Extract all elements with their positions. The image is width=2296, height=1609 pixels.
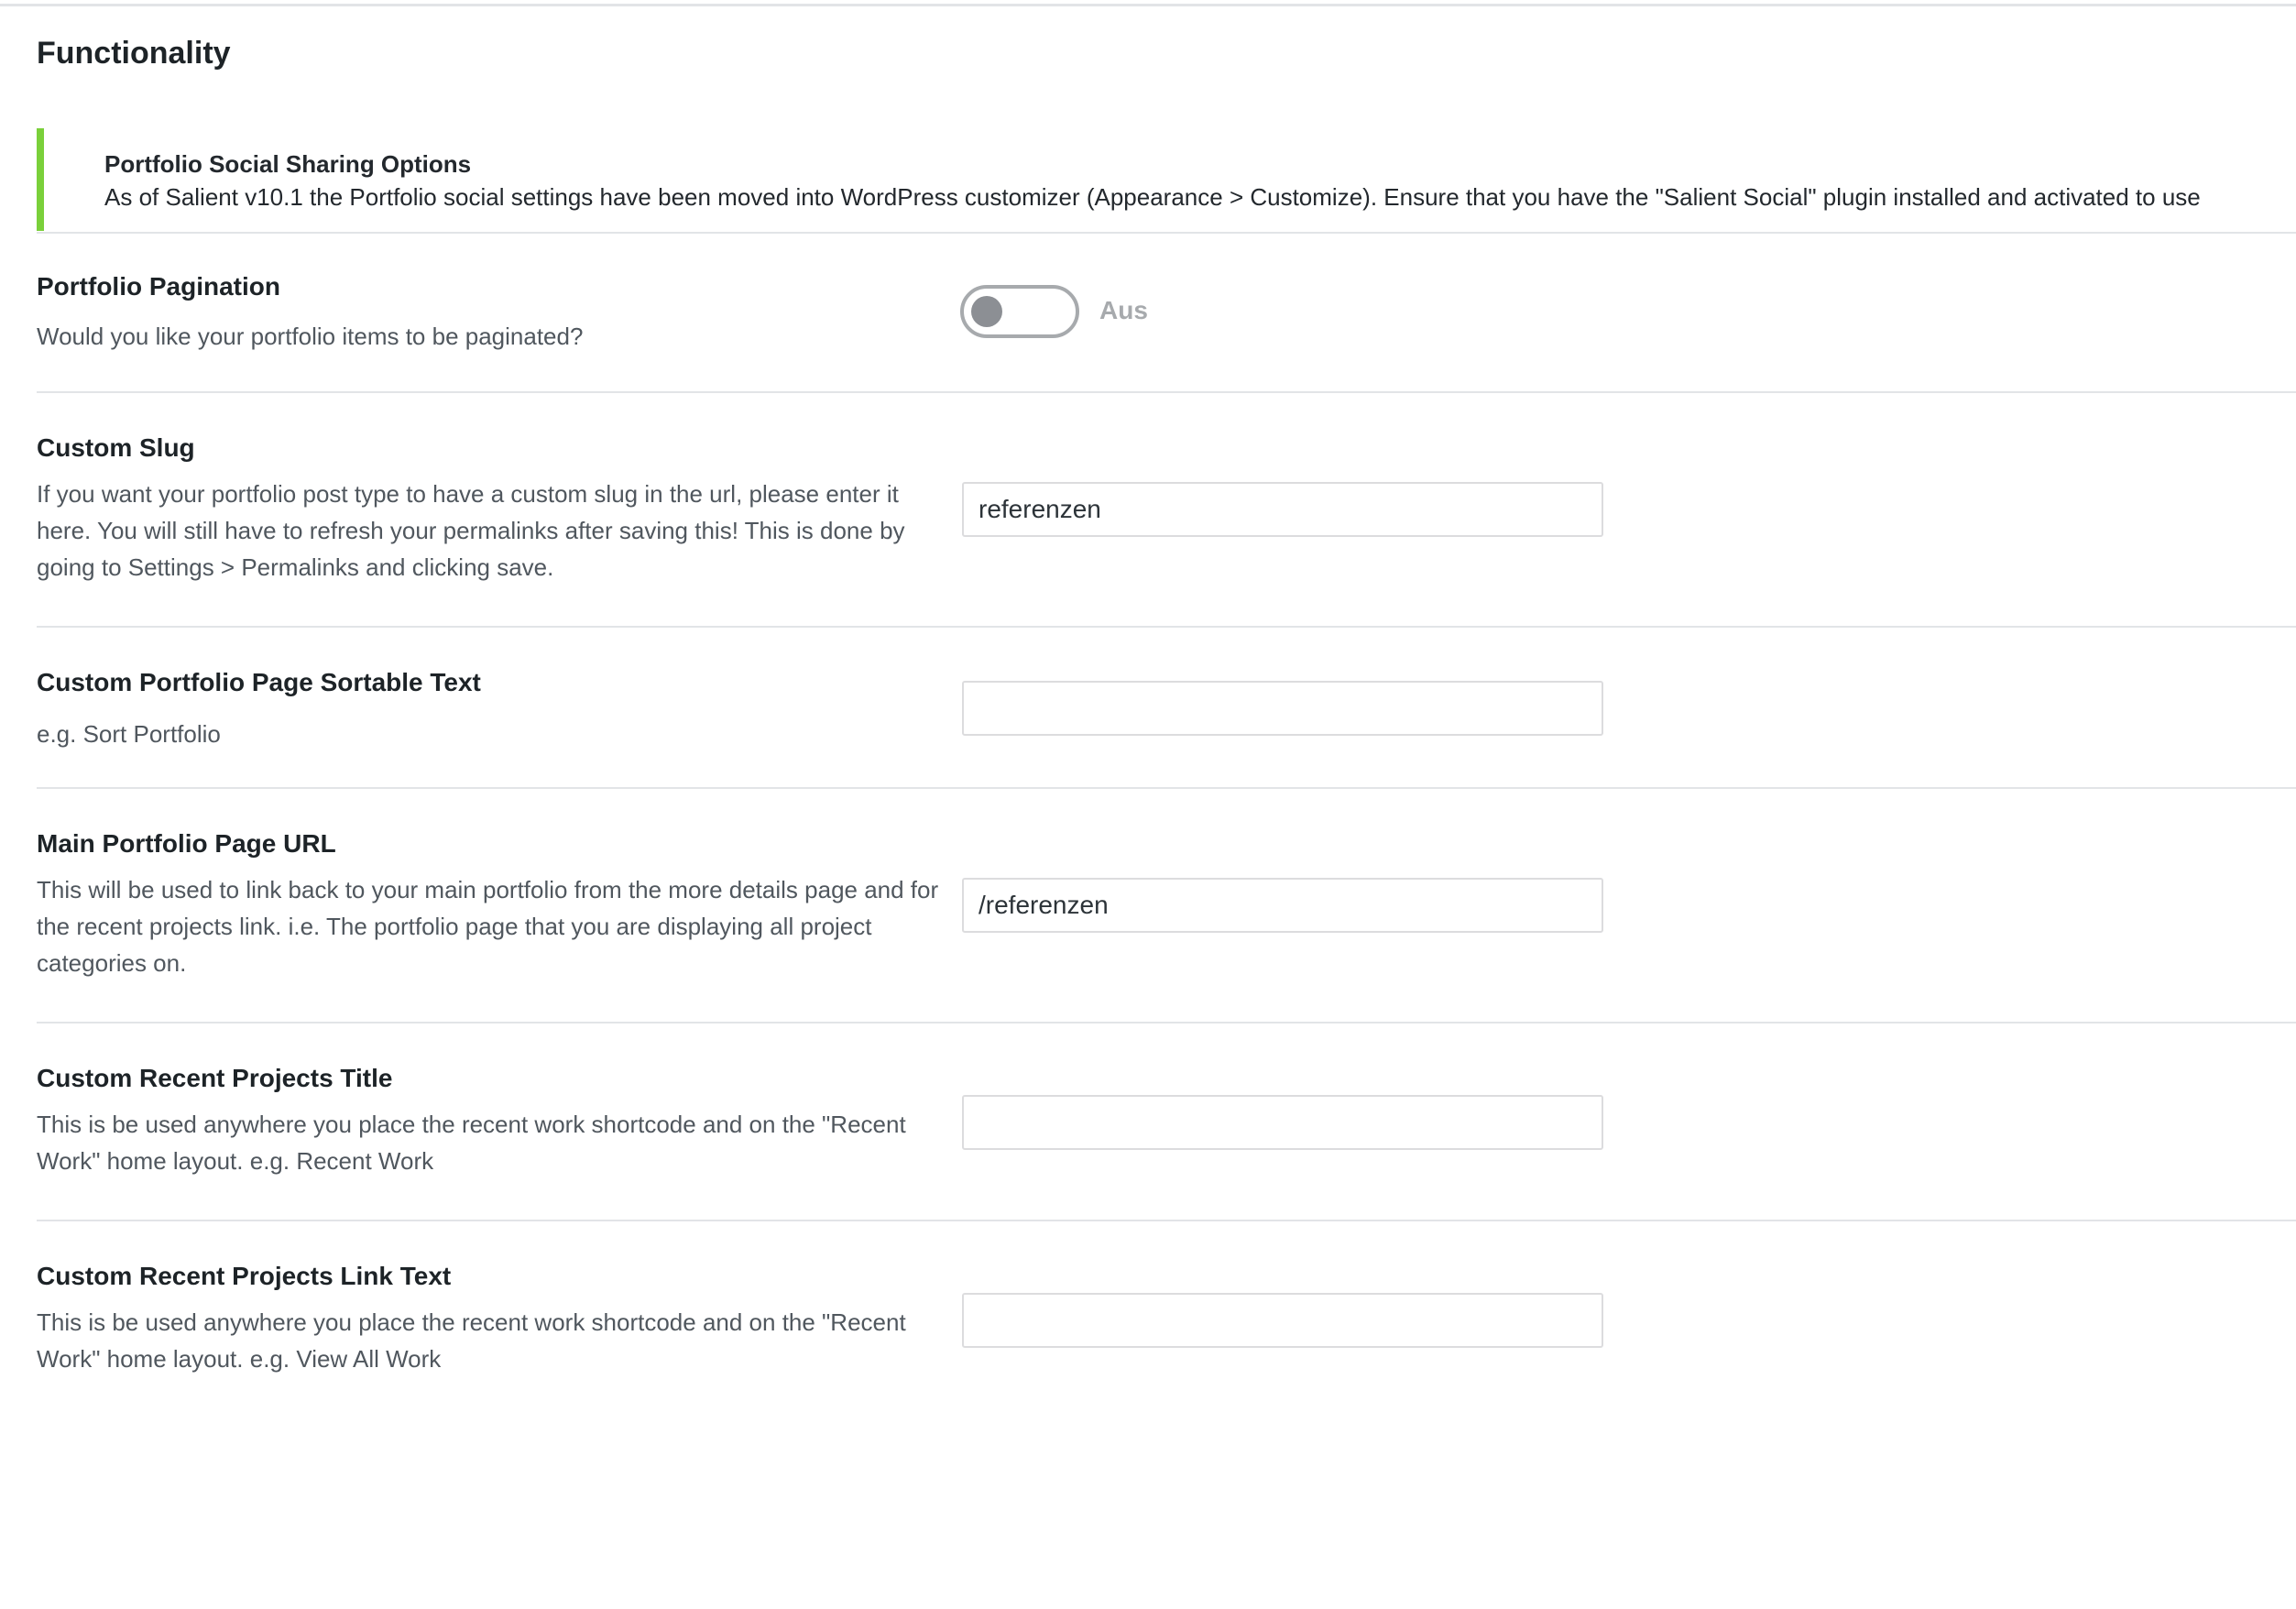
recent-projects-title-input[interactable] xyxy=(962,1095,1603,1150)
field-row-custom-slug xyxy=(37,393,2296,628)
field-label-recent-projects-link-text: Custom Recent Projects Link Text xyxy=(37,1262,452,1290)
main-page-url-input[interactable] xyxy=(962,878,1603,933)
social-sharing-notice xyxy=(37,128,2296,231)
section-title: Functionality xyxy=(37,36,231,71)
field-label-pagination: Portfolio Pagination xyxy=(37,272,280,301)
recent-projects-link-text-input[interactable] xyxy=(962,1293,1603,1348)
field-row-main-page-url xyxy=(37,789,2296,1023)
field-description-custom-slug: If you want your portfolio post type to have a custom slug in the url, please enter it here. You will still have to refresh your permalinks after saving this! This is done by going to Settings > Permalinks and clicking save. xyxy=(37,480,905,581)
field-description-main-page-url: This will be used to link back to your main portfolio from the more details page and for the recent projects link. i.e. The portfolio page that you are displaying all project categories on. xyxy=(37,876,939,977)
notice-title: Portfolio Social Sharing Options xyxy=(104,150,472,178)
custom-slug-input[interactable] xyxy=(962,482,1603,537)
toggle-knob xyxy=(971,296,1002,327)
top-divider xyxy=(0,0,2296,6)
field-label-main-page-url: Main Portfolio Page URL xyxy=(37,829,336,858)
field-label-sortable-text: Custom Portfolio Page Sortable Text xyxy=(37,668,481,696)
field-description-sortable-text: e.g. Sort Portfolio xyxy=(37,720,221,748)
field-description-recent-projects-link-text: This is be used anywhere you place the recent work shortcode and on the "Recent Work" home layout. e.g. View All Work xyxy=(37,1308,906,1373)
field-label-custom-slug: Custom Slug xyxy=(37,433,195,462)
notice-text: As of Salient v10.1 the Portfolio social settings have been moved into WordPress customizer (Appearance > Customize). Ensure that you have the "Salient Social" plugin installed and activated to use xyxy=(104,183,2201,211)
field-row-pagination xyxy=(37,234,2296,393)
field-description-pagination: Would you like your portfolio items to be paginated? xyxy=(37,323,584,350)
field-row-recent-projects-title xyxy=(37,1023,2296,1221)
field-row-recent-projects-link-text xyxy=(37,1221,2296,1419)
pagination-toggle-state: Aus xyxy=(1099,296,1148,324)
field-label-recent-projects-title: Custom Recent Projects Title xyxy=(37,1064,393,1092)
pagination-toggle[interactable] xyxy=(960,285,1079,338)
field-row-sortable-text xyxy=(37,628,2296,789)
sortable-text-input[interactable] xyxy=(962,681,1603,736)
field-description-recent-projects-title: This is be used anywhere you place the recent work shortcode and on the "Recent Work" home layout. e.g. Recent Work xyxy=(37,1111,906,1175)
